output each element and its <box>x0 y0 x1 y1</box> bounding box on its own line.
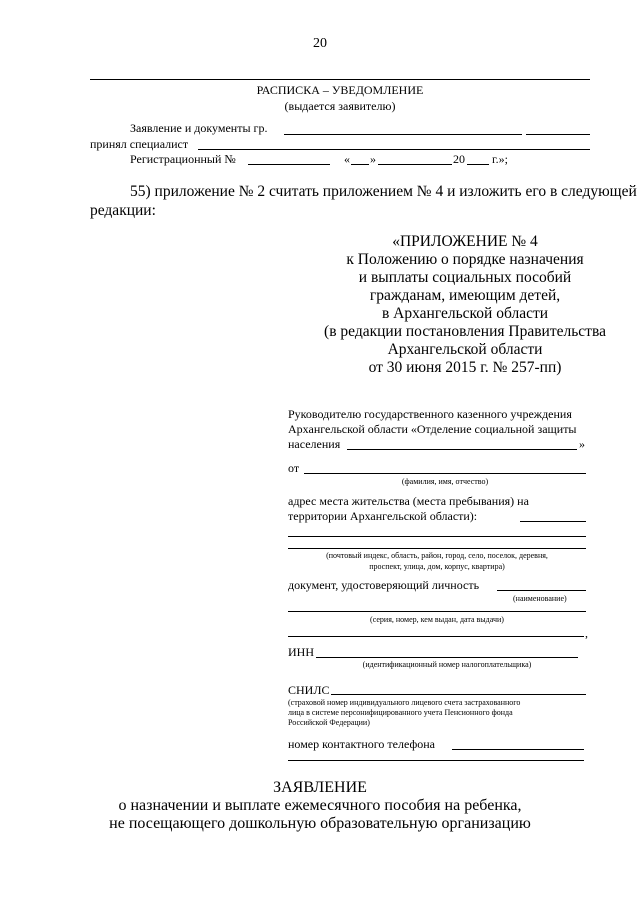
snils-caption3: Российской Федерации) <box>288 718 370 727</box>
appendix-header <box>300 233 630 377</box>
doc-details-field[interactable] <box>288 611 586 612</box>
doc-name-field[interactable] <box>497 590 586 591</box>
item55-line2: редакции: <box>90 202 156 219</box>
receipt-month-field[interactable] <box>378 164 452 165</box>
receipt-line2-label: принял специалист <box>90 137 189 151</box>
snils-caption1: (страховой номер индивидуального лицевого счета застрахованного <box>288 698 521 707</box>
receipt-title: РАСПИСКА – УВЕДОМЛЕНИЕ <box>256 83 424 97</box>
addressee-line3-end: » <box>579 437 585 451</box>
addressee-line3: населения <box>288 437 341 451</box>
addressee-line2: Архангельской области «Отделение социальной защиты <box>288 422 577 436</box>
doc-comma: , <box>585 626 588 640</box>
addressee-name-field[interactable] <box>347 449 577 450</box>
receipt-date-close: » <box>370 152 376 166</box>
receipt-day-field[interactable] <box>351 164 369 165</box>
receipt-line1-field[interactable] <box>284 134 522 135</box>
receipt-year-field[interactable] <box>467 164 489 165</box>
receipt-top-rule <box>90 79 590 80</box>
snils-field[interactable] <box>331 694 586 695</box>
address-caption1: (почтовый индекс, область, район, город, село, поселок, деревня, <box>326 551 548 560</box>
address-line2: территории Архангельской области): <box>288 509 478 523</box>
receipt-reg-label: Регистрационный № <box>130 152 236 166</box>
inn-field[interactable] <box>316 657 578 658</box>
from-label: от <box>288 461 300 475</box>
receipt-year-suffix: г.»; <box>492 152 508 166</box>
appendix-line: (в редакции постановления Правительства <box>324 323 606 340</box>
receipt-line1-field-end[interactable] <box>526 134 590 135</box>
phone-field-2[interactable] <box>288 760 584 761</box>
phone-label: номер контактного телефона <box>288 737 435 751</box>
statement-title: ЗАЯВЛЕНИЕ <box>273 779 367 796</box>
phone-field[interactable] <box>452 749 584 750</box>
item55-line1: 55) приложение № 2 считать приложением № 4 и изложить его в следующей <box>130 183 637 200</box>
addressee-line1: Руководителю государственного казенного учреждения <box>288 407 572 421</box>
doc-label: документ, удостоверяющий личность <box>288 578 480 592</box>
appendix-line: к Положению о порядке назначения <box>346 251 584 268</box>
snils-label: СНИЛС <box>288 683 330 697</box>
receipt-line1-label: Заявление и документы гр. <box>130 121 268 135</box>
appendix-line: гражданам, имеющим детей, <box>369 287 561 304</box>
receipt-reg-field[interactable] <box>248 164 330 165</box>
statement-line1: о назначении и выплате ежемесячного пособия на ребенка, <box>118 797 522 814</box>
appendix-line: Архангельской области <box>387 341 543 358</box>
doc-details-field-2[interactable] <box>288 636 584 637</box>
address-field-2[interactable] <box>288 536 586 537</box>
address-field-3[interactable] <box>288 548 586 549</box>
inn-label: ИНН <box>288 645 314 659</box>
receipt-line2-field[interactable] <box>198 149 590 150</box>
from-caption: (фамилия, имя, отчество) <box>401 477 489 486</box>
appendix-line: в Архангельской области <box>381 305 549 322</box>
appendix-line: от 30 июня 2015 г. № 257-пп) <box>368 359 562 376</box>
statement-line2: не посещающего дошкольную образовательную организацию <box>109 815 531 832</box>
address-line1: адрес места жительства (места пребывания) на <box>288 494 529 508</box>
doc-caption2: (серия, номер, кем выдан, дата выдачи) <box>370 615 504 624</box>
receipt-date-open: « <box>344 152 350 166</box>
snils-caption2: лица в системе персонифицированного учета Пенсионного фонда <box>288 708 513 717</box>
from-field[interactable] <box>304 473 586 474</box>
appendix-line: и выплаты социальных пособий <box>358 269 572 286</box>
receipt-subtitle: (выдается заявителю) <box>284 99 396 113</box>
address-caption2: проспект, улица, дом, корпус, квартира) <box>369 562 505 571</box>
receipt-year-prefix: 20 <box>453 152 465 166</box>
appendix-line: «ПРИЛОЖЕНИЕ № 4 <box>392 233 538 250</box>
page-number: 20 <box>313 36 327 51</box>
doc-caption1: (наименование) <box>513 594 567 603</box>
address-field-1[interactable] <box>520 521 586 522</box>
inn-caption: (идентификационный номер налогоплательщика) <box>362 660 532 669</box>
